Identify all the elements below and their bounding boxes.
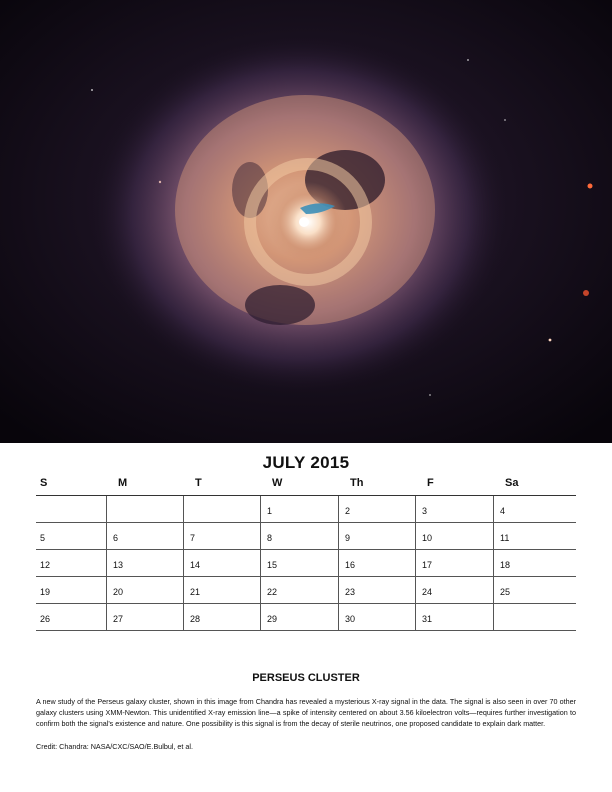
- day-cell: 26: [40, 614, 51, 624]
- day-cell: 12: [40, 560, 51, 570]
- weekday-label: W: [272, 477, 283, 489]
- day-cell: 7: [183, 523, 260, 549]
- weekday-label: M: [118, 477, 128, 489]
- calendar-grid: [36, 474, 576, 631]
- day-cell: 23: [338, 577, 415, 603]
- day-cell: 5: [40, 533, 46, 543]
- weekday-label: S: [40, 477, 48, 489]
- day-cell: [36, 496, 106, 522]
- day-cell: 16: [338, 550, 415, 576]
- caption-title: PERSEUS CLUSTER: [252, 672, 360, 684]
- day-cell: [106, 496, 183, 522]
- week-row: [36, 496, 576, 523]
- day-cell: 20: [106, 577, 183, 603]
- day-cell: 27: [106, 604, 183, 630]
- day-cell: 19: [40, 587, 51, 597]
- day-cell: 28: [183, 604, 260, 630]
- day-cell: 24: [415, 577, 493, 603]
- day-cell: 8: [260, 523, 338, 549]
- day-cell: 3: [415, 496, 493, 522]
- image-credit: Credit: Chandra: NASA/CXC/SAO/E.Bulbul, et al.: [36, 742, 193, 751]
- day-cell: 1: [260, 496, 338, 522]
- week-row: [36, 523, 576, 550]
- week-row: [36, 604, 576, 631]
- day-cell: [183, 496, 260, 522]
- day-cell: 11: [493, 523, 576, 549]
- day-cell: [493, 604, 576, 630]
- day-cell: 30: [338, 604, 415, 630]
- day-cell: 18: [493, 550, 576, 576]
- day-cell: 4: [493, 496, 576, 522]
- day-cell: 29: [260, 604, 338, 630]
- month-title: JULY 2015: [262, 453, 350, 472]
- day-cell: 17: [415, 550, 493, 576]
- day-cell: 2: [338, 496, 415, 522]
- weekday-label: F: [427, 477, 434, 489]
- weekday-header-row: [36, 474, 576, 496]
- day-cell: 31: [415, 604, 493, 630]
- weekday-label: Th: [350, 477, 364, 489]
- day-cell: 9: [338, 523, 415, 549]
- day-cell: 6: [106, 523, 183, 549]
- week-row: [36, 577, 576, 604]
- caption-body: A new study of the Perseus galaxy cluster, shown in this image from Chandra has revealed a mysterious X-ray signal in the data. The signal is also seen in over 70 other galaxy clusters using XMM-Newton. This unidentified X-ray emission line—a spike of intensity centered on about 3.56 kiloelectron volts—requires further investigation to confirm both the signal's existence and nature. One possibility is this signal is from the decay of sterile neutrinos, one proposed candidate to explain dark matter.: [36, 697, 576, 729]
- day-cell: 10: [415, 523, 493, 549]
- week-row: [36, 550, 576, 577]
- day-cell: 14: [183, 550, 260, 576]
- weekday-label: Sa: [505, 477, 519, 489]
- weekday-label: T: [195, 477, 202, 489]
- day-cell: 15: [260, 550, 338, 576]
- day-cell: 13: [106, 550, 183, 576]
- day-cell: 21: [183, 577, 260, 603]
- day-cell: 22: [260, 577, 338, 603]
- day-cell: 25: [493, 577, 576, 603]
